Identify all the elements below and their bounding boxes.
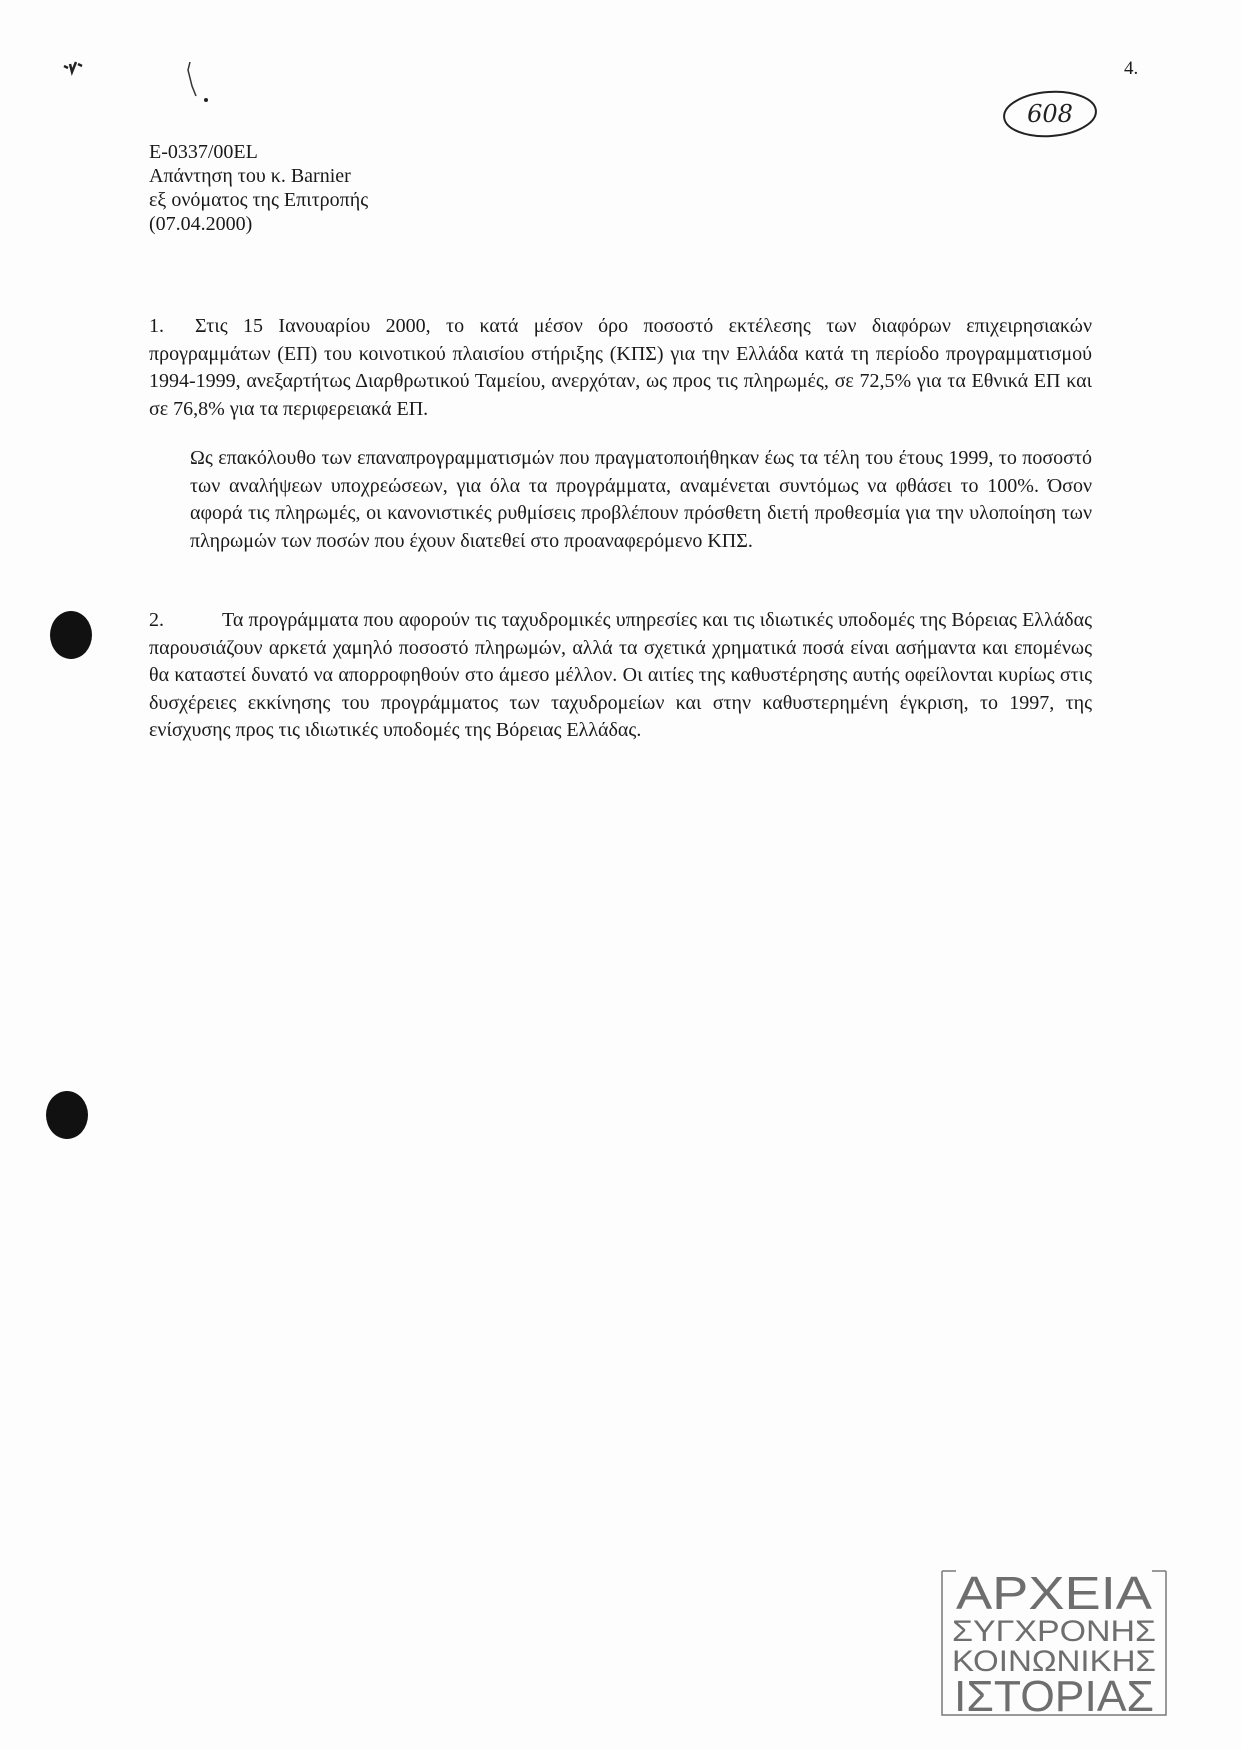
scan-marks [60, 56, 220, 116]
binder-hole [46, 1091, 88, 1139]
section-number: 1. [149, 315, 164, 337]
section-1-paragraph-2: Ως επακόλουθο των επαναπρογραμματισμών που πραγματοποιήθηκαν έως τα τέλη του έτους 1999, το ποσοστό των αναλήψεων υποχρεώσεων, για όλα τα προγράμματα, αναμένεται συντόμως να φθάσει το 100%. Όσον αφορά τις πληρωμές, οι κανονιστικές ρυθμίσεις προβλέπουν πρόσθετη διετή προθεσμία για την υλοποίηση των πληρωμών των ποσών που έχουν διατεθεί στο προαναφερόμενο ΚΠΣ. [190, 447, 1092, 552]
archive-line-2: ΣΥΓΧΡΟΝΗΣ [952, 1615, 1156, 1648]
section-2-paragraph-1: Τα προγράμματα που αφορούν τις ταχυδρομικές υπηρεσίες και τις ιδιωτικές υποδομές της Βόρειας Ελλάδας παρουσιάζουν αρκετά χαμηλό ποσοστό πληρωμών, αλλά τα σχετικά χρηματικά ποσά είναι ασήμαντα και επομένως θα καταστεί δυνατό να απορροφηθούν στο άμεσο μέλλον. Οι αιτίες της καθυστέρησης αυτής οφείλονται κυρίως στις δυσχέρειες εκκίνησης του προγράμματος των ταχυδρομείων και στην καθυστερημένη έγκριση, το 1997, της ενίσχυσης προς τις ιδιωτικές υποδομές της Βόρειας Ελλάδας. [149, 609, 1092, 741]
archive-line-4: ΙΣΤΟΡΙΑΣ [954, 1672, 1154, 1720]
archive-stamp-logo [938, 1565, 1170, 1720]
page-number: 4. [1124, 58, 1139, 79]
answer-date: (07.04.2000) [149, 213, 253, 235]
handwritten-number-text: 608 [1027, 100, 1073, 128]
binder-hole [50, 611, 92, 659]
handwritten-page-number [1000, 88, 1100, 140]
section-1-paragraph-1: Στις 15 Ιανουαρίου 2000, το κατά μέσον όρο ποσοστό εκτέλεσης των διαφόρων επιχειρησιακών προγραμμάτων (ΕΠ) του κοινοτικού πλαισίου στήριξης (ΚΠΣ) για την Ελλάδα κατά τη περίοδο προγραμματισμού 1994-1999, ανεξαρτήτως Διαρθρωτικού Ταμείου, ανερχόταν, ως προς τις πληρωμές, σε 72,5% για τα Εθνικά ΕΠ και σε 76,8% για τα περιφερειακά ΕΠ. [149, 315, 1092, 420]
on-behalf-of: εξ ονόματος της Επιτροπής [149, 189, 369, 211]
letter-header [149, 140, 368, 236]
archive-line-3: ΚΟΙΝΩΝΙΚΗΣ [952, 1645, 1156, 1678]
section-number: 2. [149, 609, 164, 631]
archive-line-1: ΑΡΧΕΙΑ [956, 1567, 1153, 1619]
answer-by: Απάντηση του κ. Barnier [149, 165, 351, 187]
reference-number: E-0337/00EL [149, 141, 258, 163]
